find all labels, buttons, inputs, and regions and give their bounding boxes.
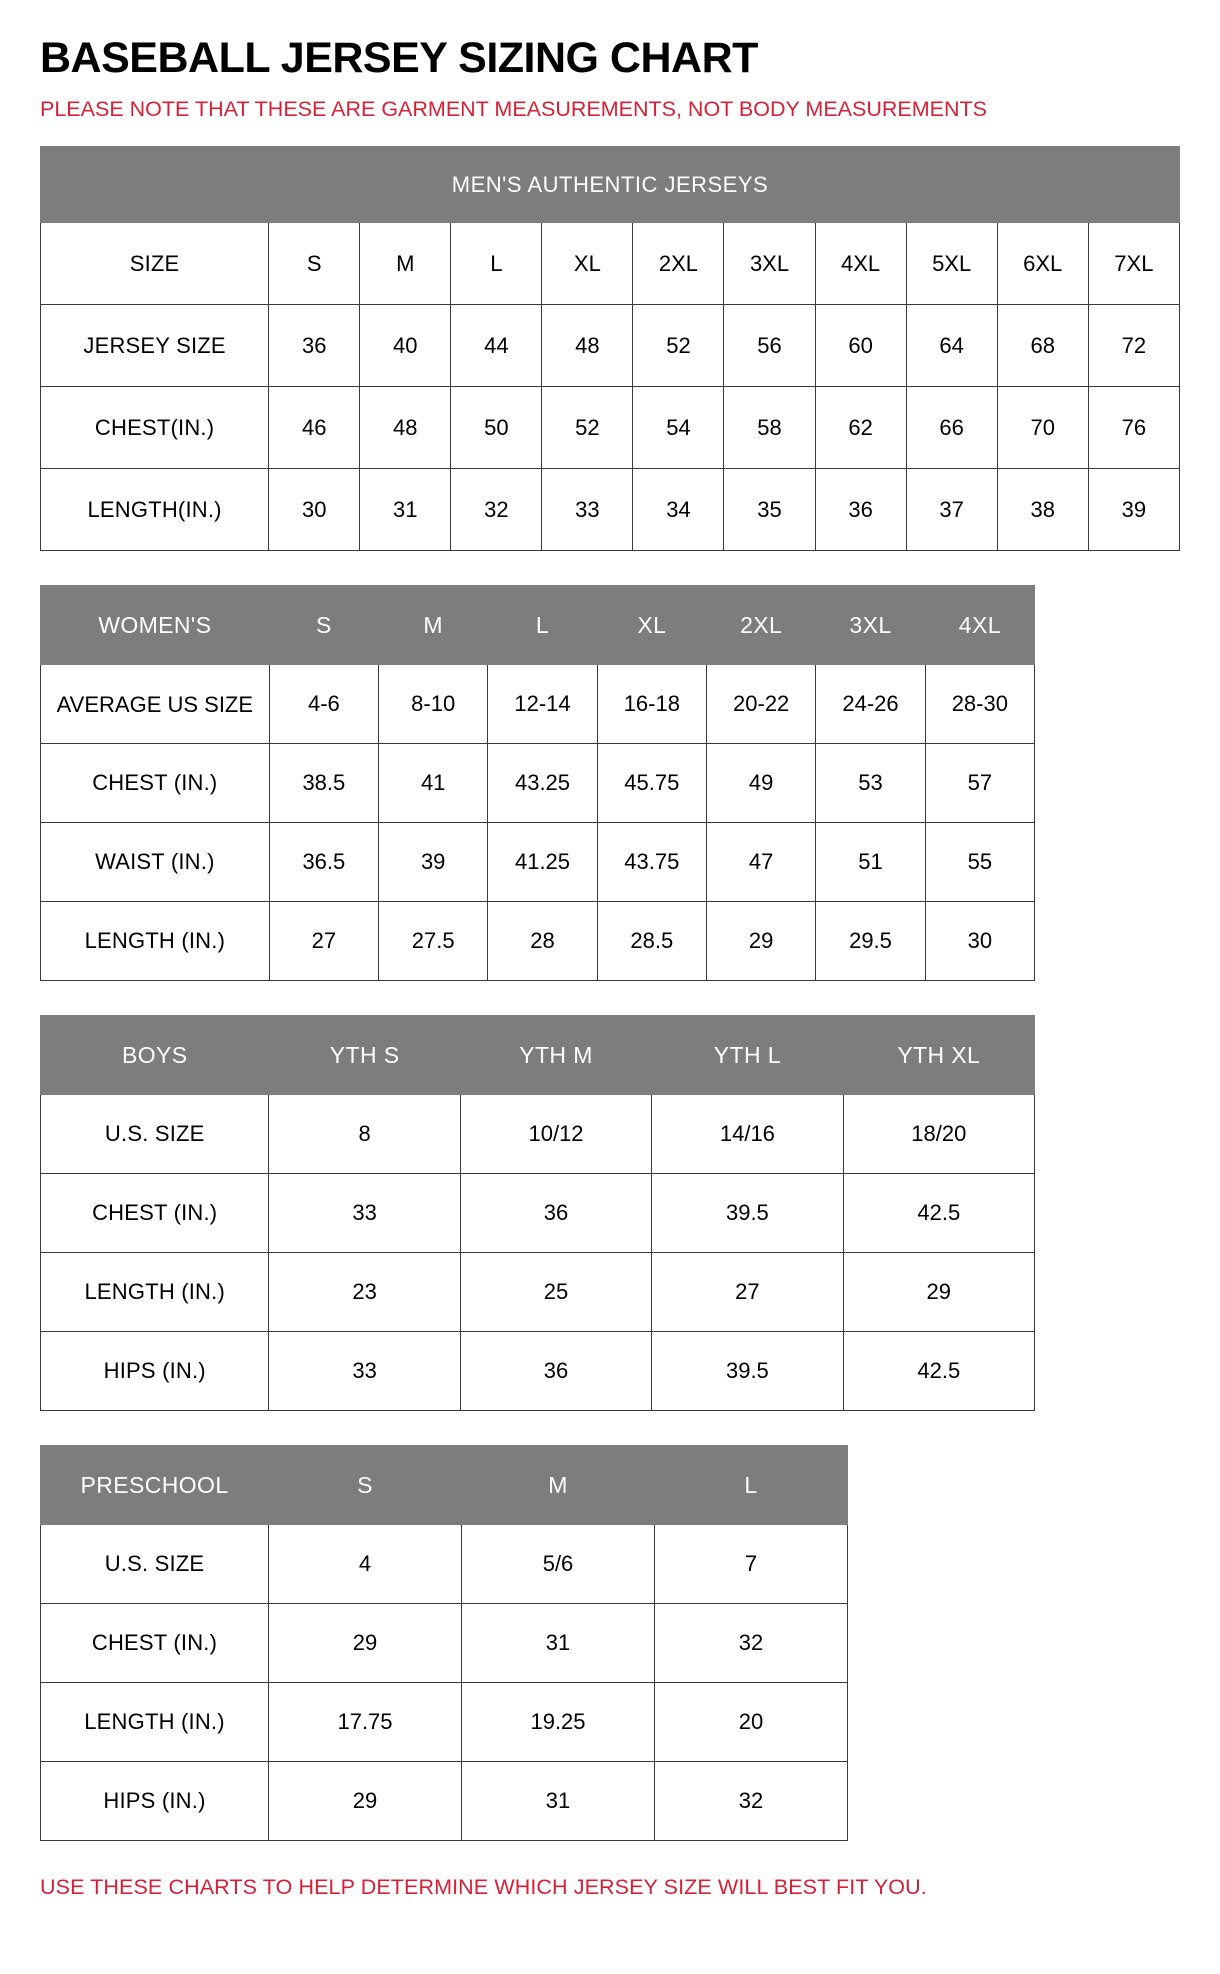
cell: 30 [269, 469, 360, 551]
table-row [41, 1253, 1035, 1332]
womens-size-m: M [379, 586, 488, 665]
table-row [41, 823, 1035, 902]
cell: 60 [815, 305, 906, 387]
table-row [41, 1604, 848, 1683]
mens-row-label-jersey-size: JERSEY SIZE [41, 305, 269, 387]
table-row [41, 902, 1035, 981]
preschool-size-l: L [655, 1446, 848, 1525]
cell: 4-6 [269, 665, 378, 744]
cell: 5/6 [462, 1525, 655, 1604]
table-row [41, 469, 1180, 551]
table-row [41, 665, 1035, 744]
boys-jerseys-table [40, 1015, 1035, 1411]
cell: 31 [462, 1604, 655, 1683]
preschool-row-label-us-size: U.S. SIZE [41, 1525, 269, 1604]
cell: 32 [655, 1604, 848, 1683]
cell: 36 [460, 1332, 651, 1411]
table-row [41, 1762, 848, 1841]
cell: 10/12 [460, 1095, 651, 1174]
cell: 52 [542, 387, 633, 469]
cell: 55 [925, 823, 1034, 902]
cell: 27 [652, 1253, 843, 1332]
boys-row-label-length: LENGTH (IN.) [41, 1253, 269, 1332]
cell: 28-30 [925, 665, 1034, 744]
boys-row-label-hips: HIPS (IN.) [41, 1332, 269, 1411]
table-row [41, 305, 1180, 387]
cell: 44 [451, 305, 542, 387]
womens-row-label-waist: WAIST (IN.) [41, 823, 270, 902]
preschool-jerseys-table [40, 1445, 848, 1841]
cell: 29 [269, 1604, 462, 1683]
cell: 33 [542, 469, 633, 551]
cell: 42.5 [843, 1174, 1034, 1253]
garment-measurement-note: PLEASE NOTE THAT THESE ARE GARMENT MEASUREMENTS, NOT BODY MEASUREMENTS [40, 97, 987, 122]
boys-row-label-us-size: U.S. SIZE [41, 1095, 269, 1174]
cell: 28 [488, 902, 597, 981]
boys-size-yth-l: YTH L [652, 1016, 843, 1095]
preschool-row-label-length: LENGTH (IN.) [41, 1683, 269, 1762]
cell: 41 [379, 744, 488, 823]
womens-size-4xl: 4XL [925, 586, 1034, 665]
cell: 29 [707, 902, 816, 981]
womens-size-l: L [488, 586, 597, 665]
cell: 36 [460, 1174, 651, 1253]
cell: 64 [906, 305, 997, 387]
boys-label: BOYS [41, 1016, 269, 1095]
mens-band-label: MEN'S AUTHENTIC JERSEYS [41, 147, 1180, 223]
cell: 38 [997, 469, 1088, 551]
cell: 24-26 [816, 665, 925, 744]
mens-size-xl: XL [542, 223, 633, 305]
cell: 36 [269, 305, 360, 387]
cell: 51 [816, 823, 925, 902]
womens-size-2xl: 2XL [707, 586, 816, 665]
boys-row-label-chest: CHEST (IN.) [41, 1174, 269, 1253]
cell: 27.5 [379, 902, 488, 981]
cell: 19.25 [462, 1683, 655, 1762]
womens-label: WOMEN'S [41, 586, 270, 665]
mens-size-7xl: 7XL [1088, 223, 1179, 305]
cell: 39 [379, 823, 488, 902]
cell: 39.5 [652, 1174, 843, 1253]
cell: 53 [816, 744, 925, 823]
mens-table-band [41, 147, 1180, 223]
table-row [41, 1683, 848, 1762]
preschool-size-m: M [462, 1446, 655, 1525]
cell: 50 [451, 387, 542, 469]
cell: 48 [542, 305, 633, 387]
footer-note: USE THESE CHARTS TO HELP DETERMINE WHICH JERSEY SIZE WILL BEST FIT YOU. [40, 1875, 927, 1900]
mens-size-m: M [360, 223, 451, 305]
cell: 41.25 [488, 823, 597, 902]
cell: 70 [997, 387, 1088, 469]
cell: 18/20 [843, 1095, 1034, 1174]
boys-header-row [41, 1016, 1035, 1095]
cell: 8 [269, 1095, 460, 1174]
cell: 56 [724, 305, 815, 387]
mens-row-label-length: LENGTH(IN.) [41, 469, 269, 551]
mens-size-3xl: 3XL [724, 223, 815, 305]
cell: 68 [997, 305, 1088, 387]
table-row [41, 744, 1035, 823]
cell: 47 [707, 823, 816, 902]
mens-row-label-chest: CHEST(IN.) [41, 387, 269, 469]
cell: 32 [655, 1762, 848, 1841]
page-title: BASEBALL JERSEY SIZING CHART [40, 34, 758, 82]
preschool-size-s: S [269, 1446, 462, 1525]
table-row [41, 1525, 848, 1604]
cell: 14/16 [652, 1095, 843, 1174]
cell: 23 [269, 1253, 460, 1332]
womens-size-s: S [269, 586, 378, 665]
cell: 42.5 [843, 1332, 1034, 1411]
cell: 34 [633, 469, 724, 551]
cell: 38.5 [269, 744, 378, 823]
cell: 72 [1088, 305, 1179, 387]
preschool-row-label-hips: HIPS (IN.) [41, 1762, 269, 1841]
mens-authentic-jerseys-table [40, 146, 1180, 551]
cell: 32 [451, 469, 542, 551]
womens-row-label-length: LENGTH (IN.) [41, 902, 270, 981]
cell: 37 [906, 469, 997, 551]
cell: 20-22 [707, 665, 816, 744]
table-row [41, 1332, 1035, 1411]
cell: 57 [925, 744, 1034, 823]
cell: 16-18 [597, 665, 706, 744]
cell: 52 [633, 305, 724, 387]
cell: 29 [843, 1253, 1034, 1332]
cell: 4 [269, 1525, 462, 1604]
cell: 33 [269, 1332, 460, 1411]
cell: 54 [633, 387, 724, 469]
preschool-row-label-chest: CHEST (IN.) [41, 1604, 269, 1683]
mens-size-6xl: 6XL [997, 223, 1088, 305]
cell: 43.75 [597, 823, 706, 902]
mens-size-l: L [451, 223, 542, 305]
cell: 40 [360, 305, 451, 387]
table-row [41, 1174, 1035, 1253]
cell: 58 [724, 387, 815, 469]
cell: 27 [269, 902, 378, 981]
cell: 17.75 [269, 1683, 462, 1762]
cell: 31 [462, 1762, 655, 1841]
cell: 29.5 [816, 902, 925, 981]
cell: 76 [1088, 387, 1179, 469]
cell: 25 [460, 1253, 651, 1332]
womens-row-label-chest: CHEST (IN.) [41, 744, 270, 823]
mens-size-5xl: 5XL [906, 223, 997, 305]
womens-jerseys-table [40, 585, 1035, 981]
cell: 29 [269, 1762, 462, 1841]
cell: 45.75 [597, 744, 706, 823]
cell: 31 [360, 469, 451, 551]
mens-size-4xl: 4XL [815, 223, 906, 305]
cell: 33 [269, 1174, 460, 1253]
cell: 28.5 [597, 902, 706, 981]
cell: 36 [815, 469, 906, 551]
mens-size-s: S [269, 223, 360, 305]
cell: 46 [269, 387, 360, 469]
boys-size-yth-xl: YTH XL [843, 1016, 1034, 1095]
mens-size-header-row [41, 223, 1180, 305]
cell: 48 [360, 387, 451, 469]
cell: 7 [655, 1525, 848, 1604]
womens-header-row [41, 586, 1035, 665]
cell: 62 [815, 387, 906, 469]
womens-row-label-average-us-size: AVERAGE US SIZE [41, 665, 270, 744]
table-row [41, 1095, 1035, 1174]
womens-size-xl: XL [597, 586, 706, 665]
cell: 35 [724, 469, 815, 551]
cell: 43.25 [488, 744, 597, 823]
cell: 20 [655, 1683, 848, 1762]
mens-size-2xl: 2XL [633, 223, 724, 305]
womens-size-3xl: 3XL [816, 586, 925, 665]
cell: 8-10 [379, 665, 488, 744]
preschool-header-row [41, 1446, 848, 1525]
boys-size-yth-s: YTH S [269, 1016, 460, 1095]
cell: 66 [906, 387, 997, 469]
cell: 36.5 [269, 823, 378, 902]
mens-size-label: SIZE [41, 223, 269, 305]
cell: 39.5 [652, 1332, 843, 1411]
cell: 12-14 [488, 665, 597, 744]
cell: 39 [1088, 469, 1179, 551]
preschool-label: PRESCHOOL [41, 1446, 269, 1525]
cell: 30 [925, 902, 1034, 981]
table-row [41, 387, 1180, 469]
boys-size-yth-m: YTH M [460, 1016, 651, 1095]
cell: 49 [707, 744, 816, 823]
